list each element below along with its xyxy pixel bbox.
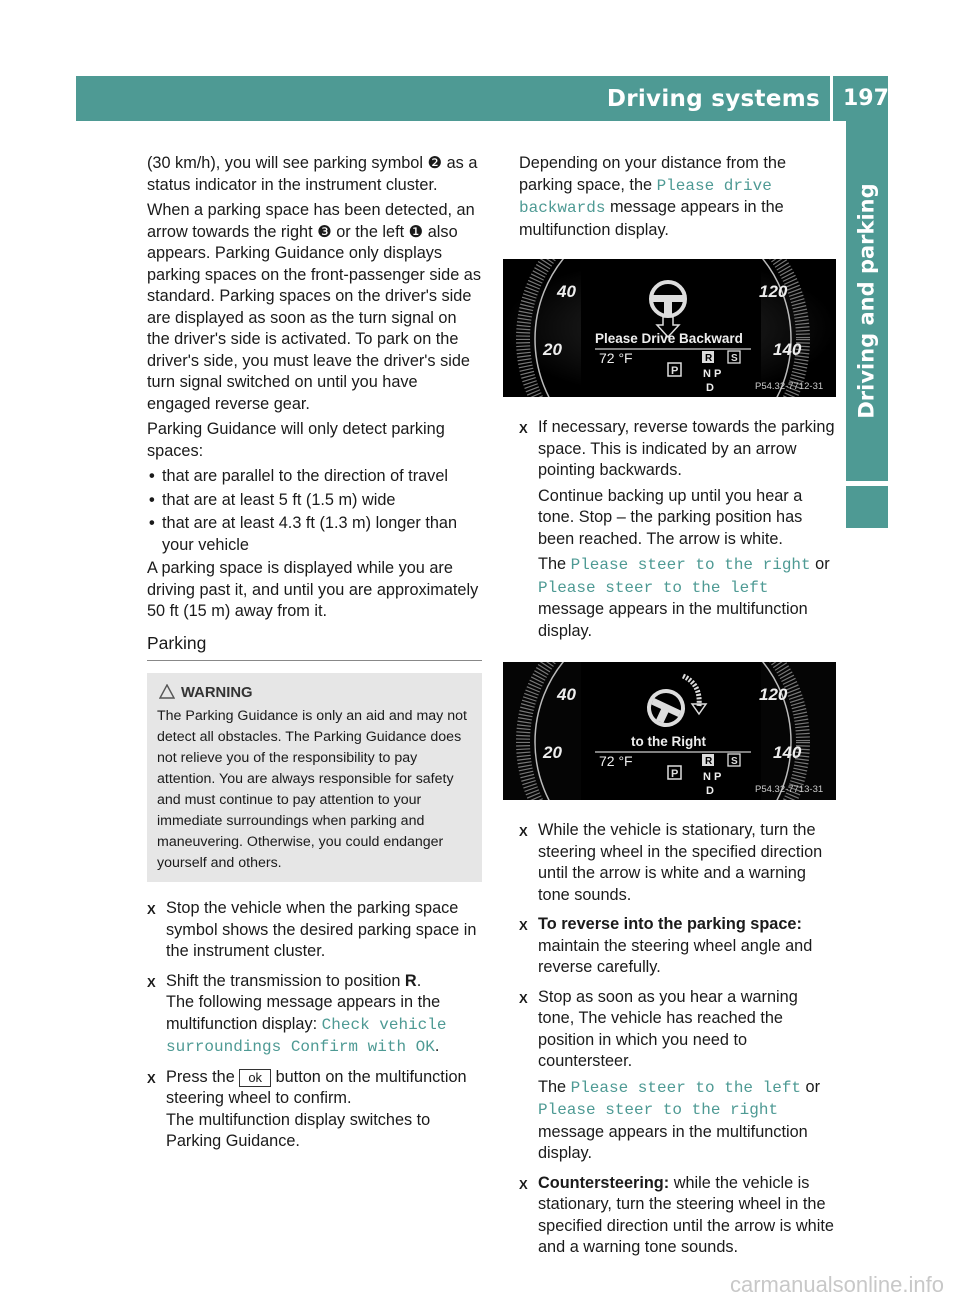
warning-text: The Parking Guidance is only an aid and may not detect all obstacles. The Parking Guidance does not relieve you of the responsibility to pay attention. You are always responsible for safety and must continue to pay attention to your immediate surroundings when parking and maneuvering. Otherwise, you could endanger yourself and others. (157, 708, 467, 871)
speed-label: 120 (759, 282, 788, 301)
step-text: Stop the vehicle when the parking space symbol shows the desired parking space in the instrument cluster. (166, 899, 477, 960)
page-number: 197 (843, 86, 889, 111)
paragraph: When a parking space has been detected, an arrow towards the right ❸ or the left ❶ also appears. Parking Guidance only displays parking spaces on the front-passenger side as standard. Parking spaces on the driver's side are displayed as soon as the turn signal on the driver's side is activated. To park on the driver's side, you must leave the driver's side turn signal switched on until you have engaged reverse gear. (147, 201, 481, 413)
display-message: Please Drive Backward (595, 331, 743, 346)
step-text: The Please steer to the left or Please steer to the right message appears in the multifunction display. (538, 1077, 821, 1162)
warning-title: WARNING (181, 685, 253, 701)
paragraph: Depending on your distance from the parking space, the Please drive backwards message appears in the multifunction display. (519, 154, 786, 239)
display-message: Please steer to the left (538, 578, 769, 597)
display-message: to the Right (631, 734, 706, 749)
right-column (519, 153, 835, 1267)
gear-d: D (706, 382, 714, 394)
paragraph: Parking Guidance will only detect parking spaces: (147, 420, 445, 460)
gear-r: R (705, 353, 713, 364)
paragraph: (30 km/h), you will see parking symbol ❷ as a status indicator in the instrument cluster. (147, 154, 478, 194)
speed-label: 20 (543, 340, 562, 359)
chapter-tab-label: Driving and parking (855, 183, 879, 419)
speed-label: 140 (773, 340, 802, 359)
punctuation: . (416, 971, 422, 990)
step-marker-icon: X (519, 990, 528, 1006)
step-label: To reverse into the parking space: (538, 915, 802, 933)
instrument-cluster-figure (503, 259, 836, 397)
step-marker-icon: X (519, 918, 528, 933)
chapter-tab (846, 121, 888, 481)
section-heading: Parking (147, 633, 482, 662)
step-marker-icon: X (147, 902, 156, 917)
step-text: While the vehicle is stationary, turn the steering wheel in the specified direction until the arrow is white and a warning tone sounds. (538, 821, 823, 904)
step-label: Countersteering: (538, 1173, 670, 1192)
step-text: To reverse into the parking space: maintain the steering wheel angle and reverse carefully. (538, 915, 813, 976)
instruction-step (147, 971, 482, 1059)
gear-np: N P (703, 771, 722, 783)
step-text: If necessary, reverse towards the parking space. This is indicated by an arrow pointing backwards. (538, 418, 835, 479)
warning-triangle-icon (159, 684, 175, 706)
chapter-tab-marker (846, 486, 888, 528)
display-message: Please steer to the right (570, 556, 811, 574)
gear-position: R (404, 971, 417, 990)
step-marker-icon: X (147, 974, 156, 990)
instruction-step (147, 898, 482, 963)
instruction-step (147, 1067, 482, 1153)
step-text: The multifunction display switches to Parking Guidance. (166, 1110, 431, 1150)
bullet-item: • that are at least 5 ft (1.5 m) wide (147, 490, 482, 512)
step-text: The following message appears in the multifunction display: (166, 993, 441, 1033)
header-divider (830, 76, 833, 121)
speed-label: 120 (759, 685, 788, 704)
paragraph: A parking space is displayed while you are driving past it, and until you are approximately 50 ft (15 m) away from it. (147, 559, 479, 620)
speed-label: 40 (557, 282, 576, 301)
display-message: Please steer to the left (570, 1078, 802, 1097)
bullet-item: • that are parallel to the direction of travel (147, 466, 482, 488)
warning-header (157, 683, 476, 704)
step-text: Countersteering: while the vehicle is stationary, turn the steering wheel in the specified direction until the arrow is white and a warning tone sounds. (538, 1173, 834, 1256)
speed-label: 40 (557, 685, 576, 704)
instruction-step (519, 417, 835, 642)
figure-code: P54.32-7712-31 (755, 381, 824, 392)
step-text: button on the multifunction steering wheel to confirm. (166, 1067, 467, 1107)
instruction-step (519, 987, 835, 1165)
step-marker-icon: X (519, 421, 528, 436)
warning-box (147, 673, 482, 882)
step-text: The Please steer to the right or Please steer to the left message appears in the multifunction display. (538, 555, 830, 640)
parking-symbol-icon: P (671, 768, 679, 780)
speed-label: 20 (543, 743, 562, 762)
gear-s-icon: S (731, 353, 738, 364)
bullet-item: • that are at least 4.3 ft (1.3 m) longer than your vehicle (147, 513, 482, 556)
instruction-step (519, 914, 835, 979)
instruction-step (519, 1173, 835, 1259)
ok-key-icon: ok (239, 1069, 271, 1087)
watermark: carmanualsonline.info (729, 1272, 944, 1297)
instrument-cluster-figure (503, 662, 836, 800)
instruction-step (519, 820, 835, 906)
step-text: Shift the transmission to position (166, 971, 405, 990)
step-marker-icon: X (519, 824, 528, 839)
punctuation: . (434, 1037, 440, 1055)
parking-symbol-icon: P (671, 365, 679, 377)
gear-s-icon: S (731, 756, 738, 767)
speed-label: 140 (773, 743, 802, 762)
gear-d: D (706, 785, 714, 797)
temperature: 72 °F (599, 350, 633, 366)
display-message: Please steer to the right (538, 1101, 779, 1119)
gear-np: N P (703, 368, 722, 380)
section-title: Driving systems (606, 86, 820, 112)
step-marker-icon: X (147, 1070, 156, 1086)
display-message: Please drive backwards (519, 176, 772, 217)
left-column (147, 153, 482, 1161)
figure-code: P54.32-7713-31 (755, 784, 824, 795)
temperature: 72 °F (599, 753, 633, 769)
step-text: Press the (166, 1067, 240, 1086)
display-message: Check vehicle surroundings Confirm with OK (166, 1015, 447, 1056)
step-text: Continue backing up until you hear a tone. Stop – the parking position has been reached. The arrow is white. (538, 486, 803, 548)
step-marker-icon: X (519, 1176, 528, 1192)
gear-r: R (705, 756, 713, 767)
step-text: Stop as soon as you hear a warning tone, The vehicle has reached the position in which you need to countersteer. (538, 987, 798, 1070)
